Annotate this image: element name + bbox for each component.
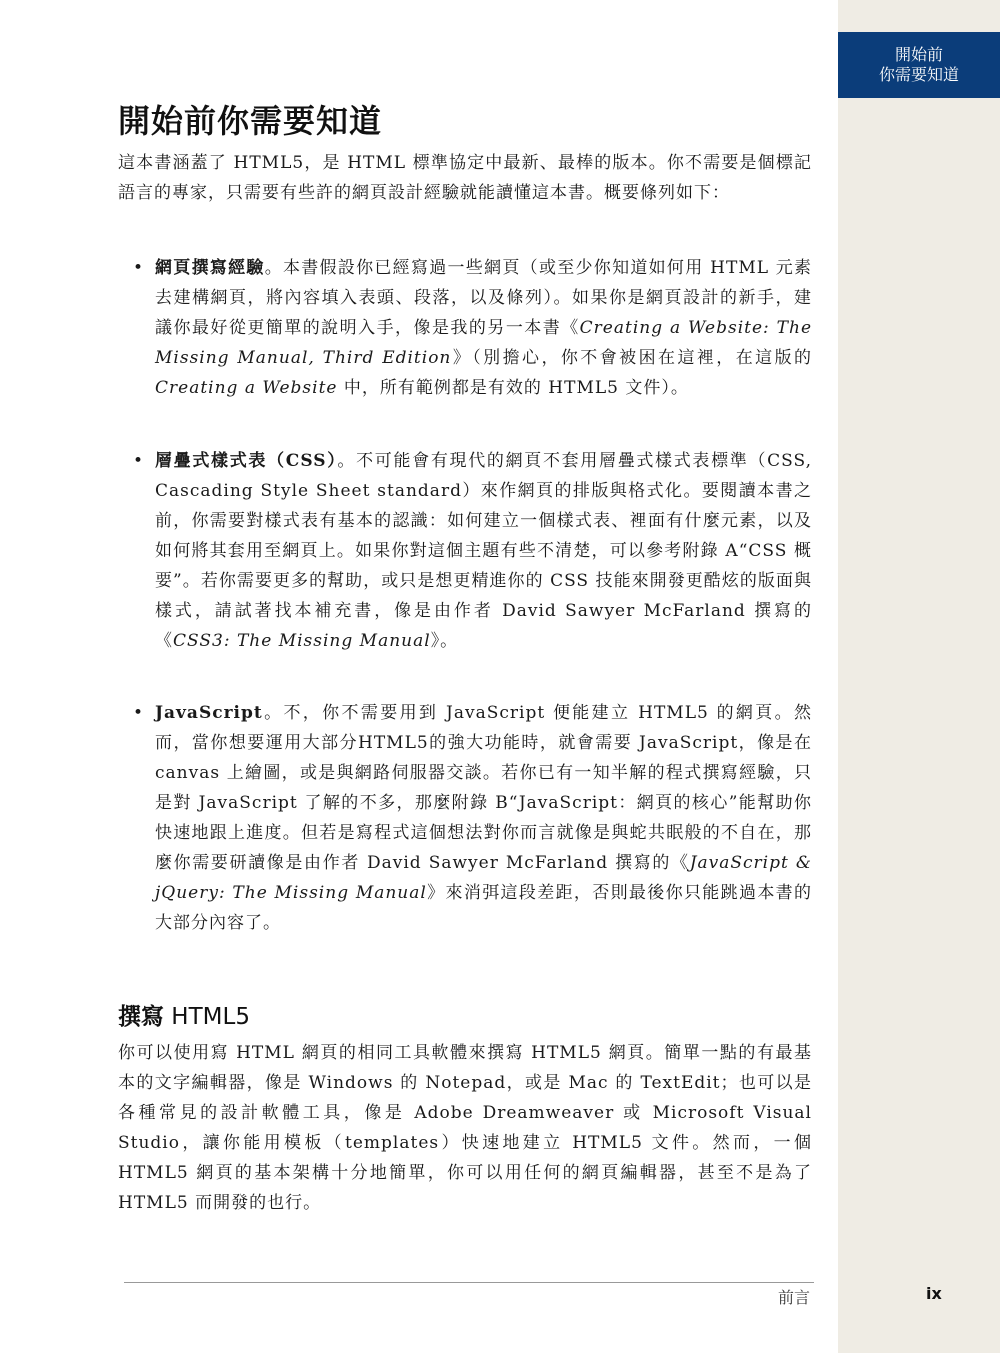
chapter-tab-line1: 開始前 bbox=[894, 45, 943, 64]
footer-divider bbox=[124, 1282, 814, 1283]
chapter-tab bbox=[838, 32, 1000, 98]
chapter-tab-line2: 你需要知道 bbox=[878, 65, 959, 84]
bullet-text: 》來消弭這段差距，否則最後你只能跳過本書的大部分內容了。 bbox=[155, 883, 813, 933]
footer-label: 前言 bbox=[778, 1288, 811, 1307]
section-body: 你可以使用寫 HTML 網頁的相同工具軟體來撰寫 HTML5 網頁。簡單一點的有最基本的文字編輯器，像是 Windows 的 Notepad，或是 Mac 的 TextEdit；也可以是各種常見的設計軟體工具，像是 Adobe Dreamweaver 或 Microsoft Visual Studio，讓你能用模板（templates）快速地建立 HTML5 文件。然而，一個 HTML5 網頁的基本架構十分地簡單，你可以用任何的網頁編輯器，甚至不是為了 HTML5 而開發的也行。 bbox=[118, 1043, 812, 1213]
bullet-text: 中，所有範例都是有效的 HTML5 文件）。 bbox=[337, 378, 689, 398]
bullet-text: 》（別擔心，你不會被困在這裡，在這版的 bbox=[451, 348, 812, 368]
bullet-term: 網頁撰寫經驗 bbox=[155, 258, 265, 278]
bullet-term: JavaScript bbox=[155, 703, 263, 723]
bullet-term: 層疊式樣式表（CSS） bbox=[155, 451, 338, 471]
book-citation: Creating a Website: The Missing Manual, Third Edition bbox=[155, 318, 812, 368]
bullet-icon: • bbox=[133, 703, 144, 723]
bullet-text: 》。 bbox=[430, 631, 459, 651]
bullet-web-experience bbox=[155, 253, 812, 403]
section-title-cjk: 撰寫 bbox=[118, 1004, 164, 1030]
section-title-latin: HTML5 bbox=[164, 1004, 250, 1030]
intro-paragraph: 這本書涵蓋了 HTML5，是 HTML 標準協定中最新、最棒的版本。你不需要是個標記語言的專家，只需要有些許的網頁設計經驗就能讀懂這本書。概要條列如下： bbox=[118, 153, 812, 203]
bullet-css bbox=[155, 446, 812, 656]
side-margin bbox=[838, 0, 1000, 1353]
bullet-text: 。不可能會有現代的網頁不套用層疊式樣式表標準（CSS, Cascading Style Sheet standard）來作網頁的排版與格式化。要閱讀本書之前，你需要對樣式表有基本的認識：如何建立一個樣式表、裡面有什麼元素，以及如何將其套用至網頁上。如果你對這個主題有些不清楚，可以參考附錄 A“CSS 概要”。若你需要更多的幫助，或只是想更精進你的 CSS 技能來開發更酷炫的版面與樣式，請試著找本補充書，像是由作者 David Sawyer McFarland 撰寫的《 bbox=[155, 451, 812, 651]
page-title: 開始前你需要知道 bbox=[118, 102, 383, 140]
page-number: ix bbox=[926, 1284, 942, 1303]
bullet-javascript bbox=[155, 698, 812, 938]
bullet-icon: • bbox=[133, 451, 144, 471]
book-citation: JavaScript & jQuery: The Missing Manual bbox=[155, 853, 812, 903]
book-citation: CSS3: The Missing Manual bbox=[173, 631, 431, 651]
section-title bbox=[118, 998, 250, 1031]
bullet-icon: • bbox=[133, 258, 144, 278]
bullet-text: 。本書假設你已經寫過一些網頁（或至少你知道如何用 HTML 元素去建構網頁，將內容填入表頭、段落，以及條列）。如果你是網頁設計的新手，建議你最好從更簡單的說明入手，像是我的另一本書《 bbox=[155, 258, 813, 338]
book-citation: Creating a Website bbox=[155, 378, 338, 398]
bullet-text: 。不，你不需要用到 JavaScript 便能建立 HTML5 的網頁。然而，當你想要運用大部分HTML5的強大功能時，就會需要 JavaScript，像是在 canvas 上繪圖，或是與網路伺服器交談。若你已有一知半解的程式撰寫經驗，只是對 JavaScript 了解的不多，那麼附錄 B“JavaScript：網頁的核心”能幫助你快速地跟上進度。但若是寫程式這個想法對你而言就像是與蛇共眠般的不自在，那麼你需要研讀像是由作者 David Sawyer McFarland 撰寫的《 bbox=[155, 703, 812, 873]
